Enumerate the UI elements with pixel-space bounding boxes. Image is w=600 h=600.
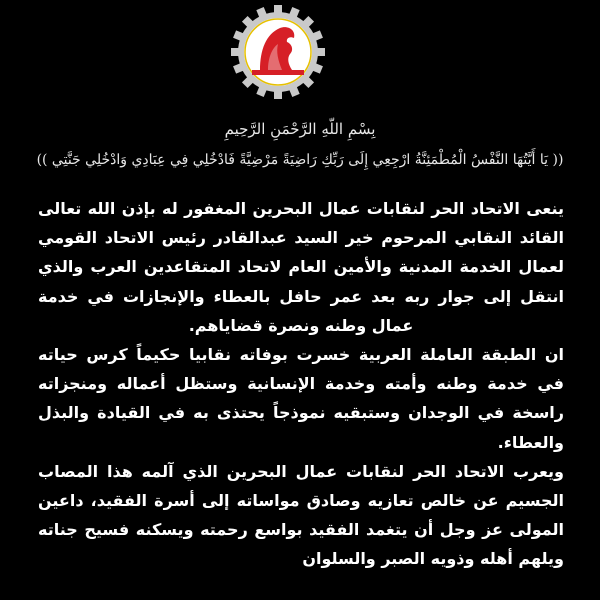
paragraph-loss: ان الطبقة العاملة العربية خسرت بوفاته نقابيا حكيماً كرس حياته في خدمة وطنه وأمته وخدمة الإنسانية وستظل أعماله ومنجزاته راسخة في الوجدان وستبقيه نموذجاً يحتذى به في القيادة والبذل والعطاء.: [38, 345, 564, 452]
gear-emblem-icon: [230, 4, 326, 100]
union-logo: [230, 4, 326, 100]
quran-verse: (( يَا أَيَّتُهَا النَّفْسُ الْمُطْمَئِنَّةُ ارْجِعِي إِلَى رَبِّكِ رَاضِيَةً مَرْضِيَّةً فَادْخُلِي فِي عِبَادِي وَادْخُلِي جَنَّتِي )): [36, 152, 564, 168]
paragraph-announcement: ينعى الاتحاد الحر لنقابات عمال البحرين المغفور له بإذن الله تعالى القائد النقابي المرحوم خير السيد عبدالقادر رئيس الاتحاد القومي لعمال الخدمة المدنية والأمين العام لاتحاد المتقاعدين العرب والذي انتقل إلى جوار ربه بعد عمر حافل بالعطاء والإنجازات في خدمة عمال وطنه ونصرة قضاياهم.: [38, 199, 564, 335]
basmala: بِسْمِ اللّهِ الرَّحْمَنِ الرَّحِيمِ: [224, 120, 376, 138]
paragraph-condolences: ويعرب الاتحاد الحر لنقابات عمال البحرين الذي آلمه هذا المصاب الجسيم عن خالص تعازيه وصادق مواساته إلى أسرة الفقيد، داعين المولى عز وجل أن يتغمد الفقيد بواسع رحمته ويسكنه فسيح جناته ويلهم أهله وذويه الصبر والسلوان: [38, 461, 564, 569]
condolence-text: [38, 194, 564, 574]
